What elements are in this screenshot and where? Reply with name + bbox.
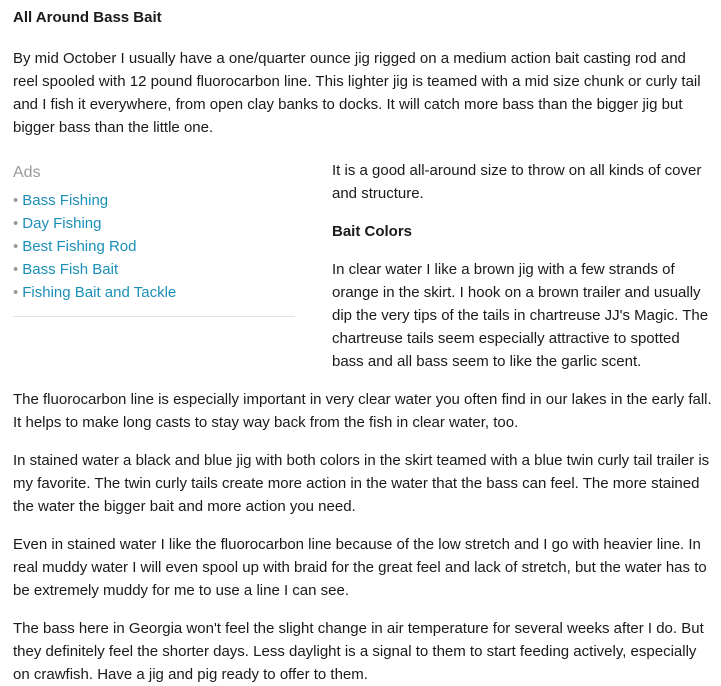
body-paragraph: Even in stained water I like the fluorocarbon line because of the low stretch and I go with heavier line. In real muddy water I will even spool up with braid for the great feel and lack of stretch, but the water has to be extremely muddy for me to use a line I can see. <box>13 536 707 599</box>
ad-link-bass-fish-bait[interactable]: Bass Fish Bait <box>22 261 119 278</box>
side-column <box>332 159 713 373</box>
ad-link-day-fishing[interactable]: Day Fishing <box>22 215 102 232</box>
side-paragraph: It is a good all-around size to throw on all kinds of cover and structure. <box>332 162 702 202</box>
ads-label: Ads <box>13 164 41 181</box>
intro-paragraph: By mid October I usually have a one/quarter ounce jig rigged on a medium action bait casting rod and reel spooled with 12 pound fluorocarbon line. This lighter jig is teamed with a mid size chunk or curly tail and I fish it everywhere, from open clay banks to docks. It will catch more bass than the bigger jig but bigger bass than the little one. <box>13 50 701 136</box>
side-paragraph: In clear water I like a brown jig with a few strands of orange in the skirt. I hook on a brown trailer and usually dip the very tips of the tails in chartreuse JJ's Magic. The chartreuse tails seem especially attractive to spotted bass and all bass seem to like the garlic scent. <box>332 261 709 370</box>
section-heading: Bait Colors <box>332 223 413 240</box>
body-paragraph: The bass here in Georgia won't feel the slight change in air temperature for several weeks after I do. But they definitely feel the shorter days. Less daylight is a signal to them to start feeding actively, especially on crawfish. Have a jig and pig ready to offer to them. <box>13 620 704 683</box>
article-body <box>13 388 713 686</box>
article-title: All Around Bass Bait <box>13 9 162 26</box>
ad-link-bass-fishing[interactable]: Bass Fishing <box>22 192 109 209</box>
bullet-icon: • <box>13 261 19 278</box>
ad-item <box>13 189 295 212</box>
body-paragraph: In stained water a black and blue jig with both colors in the skirt teamed with a blue twin curly tail trailer is my favorite. The twin curly tails create more action in the water that the bass can feel. The more stained the water the bigger bait and more action you need. <box>13 452 710 515</box>
ad-item <box>13 212 295 235</box>
ad-item <box>13 235 295 258</box>
ads-link-list <box>13 189 295 304</box>
ads-box <box>13 161 295 317</box>
bullet-icon: • <box>13 215 19 232</box>
ad-item <box>13 258 295 281</box>
ad-link-best-fishing-rod[interactable]: Best Fishing Rod <box>22 238 137 255</box>
bullet-icon: • <box>13 238 19 255</box>
bullet-icon: • <box>13 192 19 209</box>
ad-link-fishing-bait-and-tackle[interactable]: Fishing Bait and Tackle <box>22 284 177 301</box>
ad-item <box>13 281 295 304</box>
body-paragraph: The fluorocarbon line is especially important in very clear water you often find in our lakes in the early fall. It helps to make long casts to stay way back from the fish in clear water, too. <box>13 391 712 431</box>
bullet-icon: • <box>13 284 19 301</box>
